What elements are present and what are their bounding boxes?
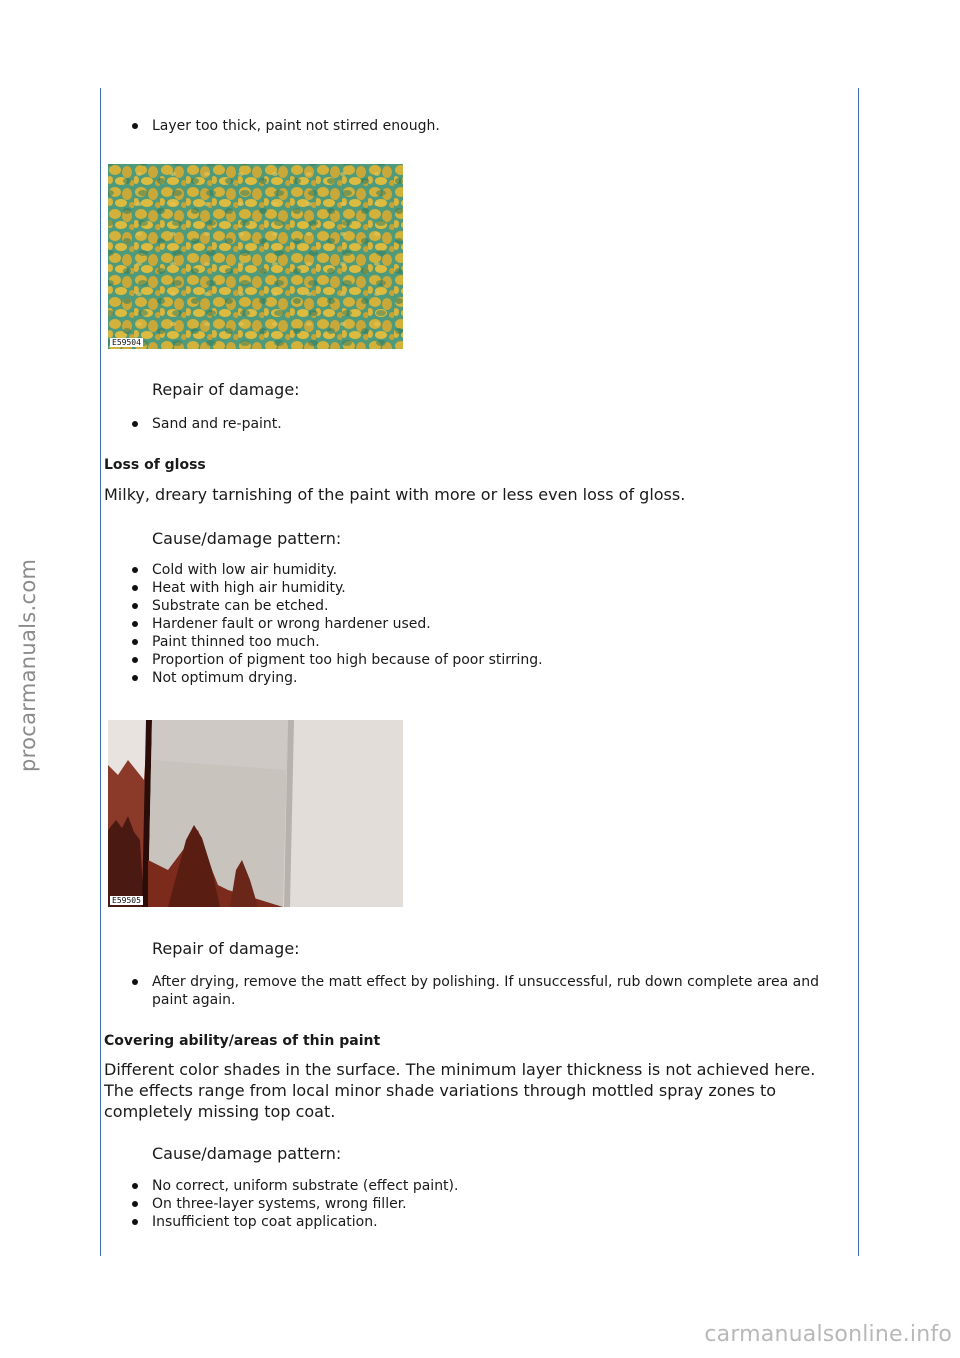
repair-list <box>152 415 282 433</box>
paint-defect-photo <box>108 164 403 349</box>
cause-label: Cause/damage pattern: <box>152 1144 342 1163</box>
section-description: Milky, dreary tarnishing of the paint with more or less even loss of gloss. <box>104 485 686 504</box>
list-item: Insufficient top coat application. <box>152 1213 458 1231</box>
list-item: Layer too thick, paint not stirred enough. <box>152 118 440 134</box>
repair-label: Repair of damage: <box>152 380 300 399</box>
section-heading: Covering ability/areas of thin paint <box>104 1033 381 1049</box>
list-item: On three-layer systems, wrong filler. <box>152 1195 458 1213</box>
list-item: Hardener fault or wrong hardener used. <box>152 615 543 633</box>
list-item: Sand and re-paint. <box>152 416 282 432</box>
cause-list <box>152 1177 458 1231</box>
section-description: Different color shades in the surface. The minimum layer thickness is not achieved here. The effects range from local minor shade variations through mottled spray zones to completely missing top coat. <box>104 1060 816 1121</box>
left-margin-rule <box>100 88 101 1256</box>
cause-label: Cause/damage pattern: <box>152 529 342 548</box>
repair-list <box>152 973 832 1009</box>
defect-cause-list <box>152 117 440 135</box>
list-item: After drying, remove the matt effect by polishing. If unsuccessful, rub down complete area and paint again. <box>152 973 832 1009</box>
section-heading: Loss of gloss <box>104 457 206 473</box>
repair-label: Repair of damage: <box>152 939 300 958</box>
photo-caption: E59504 <box>112 338 141 347</box>
list-item: Proportion of pigment too high because of poor stirring. <box>152 652 543 668</box>
bottom-watermark: carmanualsonline.info <box>704 1322 952 1347</box>
list-item: Heat with high air humidity. <box>152 579 543 597</box>
paint-defect-photo <box>108 720 403 907</box>
gloss-loss-image <box>108 720 403 907</box>
photo-caption: E59505 <box>112 896 141 905</box>
cause-list <box>152 561 543 687</box>
mottled-paint-image <box>108 164 403 349</box>
right-margin-rule <box>858 88 859 1256</box>
list-item: Cold with low air humidity. <box>152 561 543 579</box>
list-item: Substrate can be etched. <box>152 597 543 615</box>
list-item: Not optimum drying. <box>152 669 543 687</box>
list-item: No correct, uniform substrate (effect paint). <box>152 1178 459 1194</box>
list-item: Paint thinned too much. <box>152 633 543 651</box>
side-watermark: procarmanuals.com <box>16 558 40 772</box>
